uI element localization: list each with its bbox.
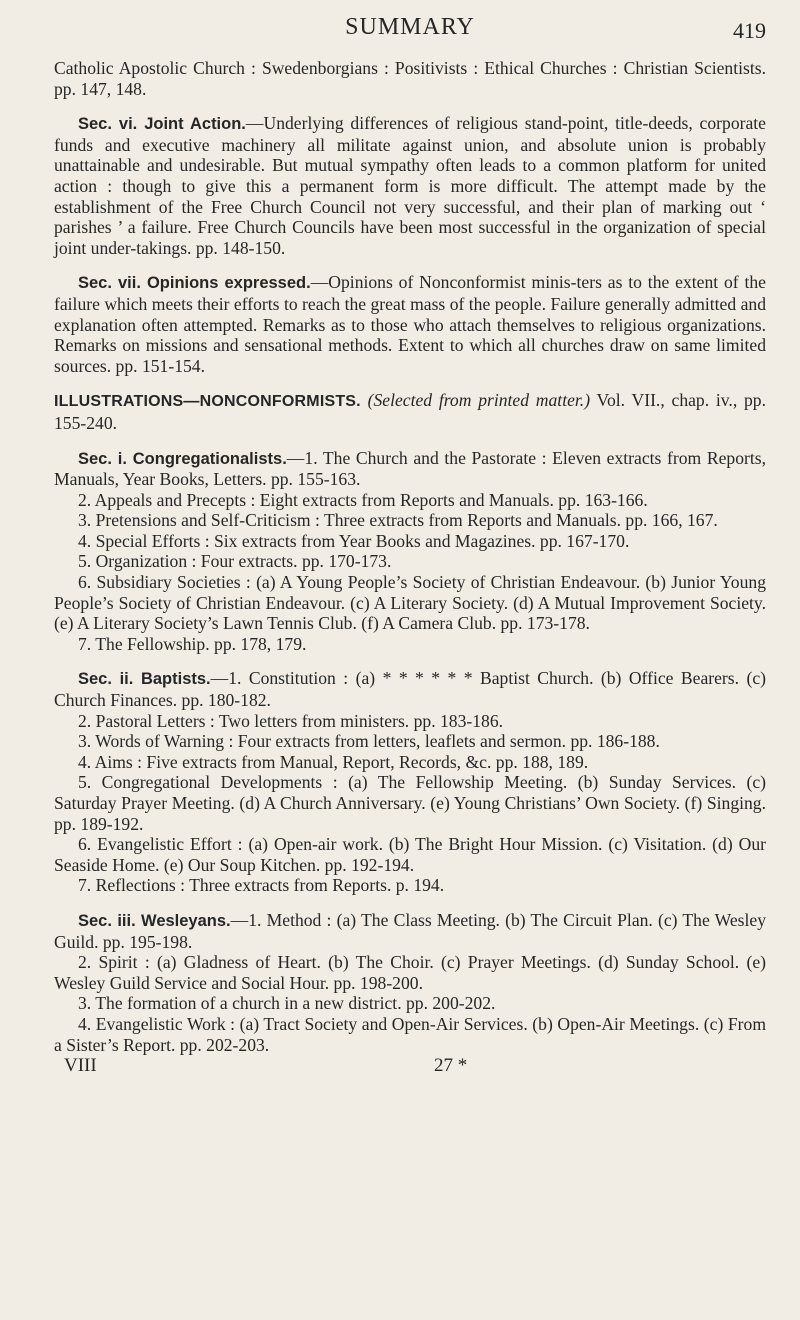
wesleyans-item bbox=[54, 952, 766, 993]
congregationalists-item-3: 3. Pretensions and Self-Criticism : Three extracts from Reports and Manuals. pp. 166, 167. bbox=[78, 510, 718, 531]
book-page bbox=[54, 14, 766, 1079]
page-footer bbox=[54, 1055, 766, 1079]
signature-mark: VIII bbox=[64, 1055, 97, 1077]
intro-text: Catholic Apostolic Church : Swedenborgians : Positivists : Ethical Churches : Christian Scientists. pp. 147, 148. bbox=[54, 58, 766, 99]
congregationalists-item bbox=[54, 572, 766, 634]
congregationalists-item-1: —1. The Church and the Pastorate : Eleven extracts from Reports, Manuals, Year Books, Letters. pp. 155-163. bbox=[54, 447, 766, 490]
wesleyans-item bbox=[54, 993, 766, 1014]
sheet-mark: 27 * bbox=[434, 1055, 468, 1077]
wesleyans-item-3: 3. The formation of a church in a new district. pp. 200-202. bbox=[78, 993, 496, 1014]
baptists-item-3: 3. Words of Warning : Four extracts from letters, leaflets and sermon. pp. 186-188. bbox=[78, 731, 660, 752]
page-header bbox=[54, 14, 766, 58]
congregationalists-item bbox=[54, 490, 766, 511]
baptists-item-7: 7. Reflections : Three extracts from Reports. p. 194. bbox=[78, 875, 445, 896]
section-vii-text: —Opinions of Nonconformist minis-ters as to the extent of the failure which meets their efforts to reach the great mass of the people. Failure generally admitted and explanation often attempted. Remarks as to those who attach themselves to religious organizations. Remarks on missions and sensational methods. Extent to which all churches draw on same limited sources. pp. 151-154. bbox=[54, 272, 766, 376]
illustrations-heading-block bbox=[54, 390, 766, 433]
congregationalists-item-5: 5. Organization : Four extracts. pp. 170-173. bbox=[78, 551, 392, 572]
page-number: 419 bbox=[733, 18, 766, 43]
wesleyans-label: Sec. iii. Wesleyans. bbox=[78, 911, 231, 930]
congregationalists-label: Sec. i. Congregationalists. bbox=[78, 449, 287, 468]
wesleyans-item-4: 4. Evangelistic Work : (a) Tract Society and Open-Air Services. (b) Open-Air Meetings. (c) From a Sister’s Report. pp. 202-203. bbox=[54, 1013, 766, 1055]
baptists-item bbox=[54, 834, 766, 875]
baptists-item-4: 4. Aims : Five extracts from Manual, Report, Records, &c. pp. 188, 189. bbox=[78, 751, 589, 772]
wesleyans-item-2: 2. Spirit : (a) Gladness of Heart. (b) The Choir. (c) Prayer Meetings. (d) Sunday School. (e) Wesley Guild Service and Social Hour. pp. 198-200. bbox=[54, 952, 766, 993]
congregationalists-item-4: 4. Special Efforts : Six extracts from Year Books and Magazines. pp. 167-170. bbox=[78, 530, 630, 551]
baptists-item bbox=[54, 668, 766, 710]
baptists-label: Sec. ii. Baptists. bbox=[78, 670, 211, 689]
baptists-item bbox=[54, 711, 766, 732]
wesleyans-item bbox=[54, 910, 766, 952]
baptists-item-6: 6. Evangelistic Effort : (a) Open-air work. (b) The Bright Hour Mission. (c) Visitation. (d) Our Seaside Home. (e) Our Soup Kitchen. pp. 192-194. bbox=[54, 834, 766, 875]
congregationalists-item bbox=[54, 634, 766, 655]
congregationalists-item-7: 7. The Fellowship. pp. 178, 179. bbox=[78, 633, 307, 654]
section-vi-label: Sec. vi. Joint Action. bbox=[78, 115, 246, 134]
illustrations-note: (Selected from printed matter.) bbox=[367, 390, 591, 411]
illustrations-heading: ILLUSTRATIONS—NONCONFORMISTS. bbox=[54, 393, 361, 411]
congregationalists-item bbox=[54, 551, 766, 572]
congregationalists-item-6: 6. Subsidiary Societies : (a) A Young People’s Society of Christian Endeavour. (b) Junior Young People’s Society of Christian Endeavour. (c) A Literary Society. (d) A Mutual Improvement Society. (e) A Literary Society’s Lawn Tennis Club. (f) A Camera Club. pp. 173-178. bbox=[54, 572, 766, 634]
congregationalists-item-2: 2. Appeals and Precepts : Eight extracts from Reports and Manuals. pp. 163-166. bbox=[78, 489, 648, 510]
baptists-item-1: —1. Constitution : (a) * * * * * * Baptist Church. (b) Office Bearers. (c) Church Finances. pp. 180-182. bbox=[54, 668, 766, 711]
running-head: SUMMARY bbox=[345, 14, 475, 40]
section-vi-text: —Underlying differences of religious stand-point, title-deeds, corporate funds and executive machinery all militate against union, and absolute union is probably unattainable and undesirable. But mutual sympathy often leads to a common platform for united action : though to give this a permanent form is more difficult. The attempt made by the establishment of the Free Church Council not very successful, and their plan of marking out ‘ parishes ’ a failure. Free Church Councils have been most successful in the organization of special joint under-takings. pp. 148-150. bbox=[54, 113, 766, 258]
congregationalists-item bbox=[54, 448, 766, 490]
baptists-item bbox=[54, 752, 766, 773]
congregationalists-item bbox=[54, 531, 766, 552]
intro-paragraph bbox=[54, 58, 766, 99]
baptists-item bbox=[54, 772, 766, 834]
wesleyans-item bbox=[54, 1014, 766, 1055]
section-vi bbox=[54, 113, 766, 258]
wesleyans-item-1: —1. Method : (a) The Class Meeting. (b) The Circuit Plan. (c) The Wesley Guild. pp. 195-198. bbox=[54, 909, 766, 952]
congregationalists-item bbox=[54, 510, 766, 531]
baptists-item-2: 2. Pastoral Letters : Two letters from ministers. pp. 183-186. bbox=[78, 710, 504, 731]
baptists-item-5: 5. Congregational Developments : (a) The Fellowship Meeting. (b) Sunday Services. (c) Saturday Prayer Meeting. (d) A Church Anniversary. (e) Young Christians’ Own Society. (f) Singing. pp. 189-192. bbox=[54, 772, 766, 834]
section-vii-label: Sec. vii. Opinions expressed. bbox=[78, 274, 311, 293]
section-vii bbox=[54, 272, 766, 376]
illustrations-ref: Vol. VII., chap. iv., pp. 155-240. bbox=[54, 390, 766, 433]
baptists-item bbox=[54, 875, 766, 896]
baptists-item bbox=[54, 731, 766, 752]
